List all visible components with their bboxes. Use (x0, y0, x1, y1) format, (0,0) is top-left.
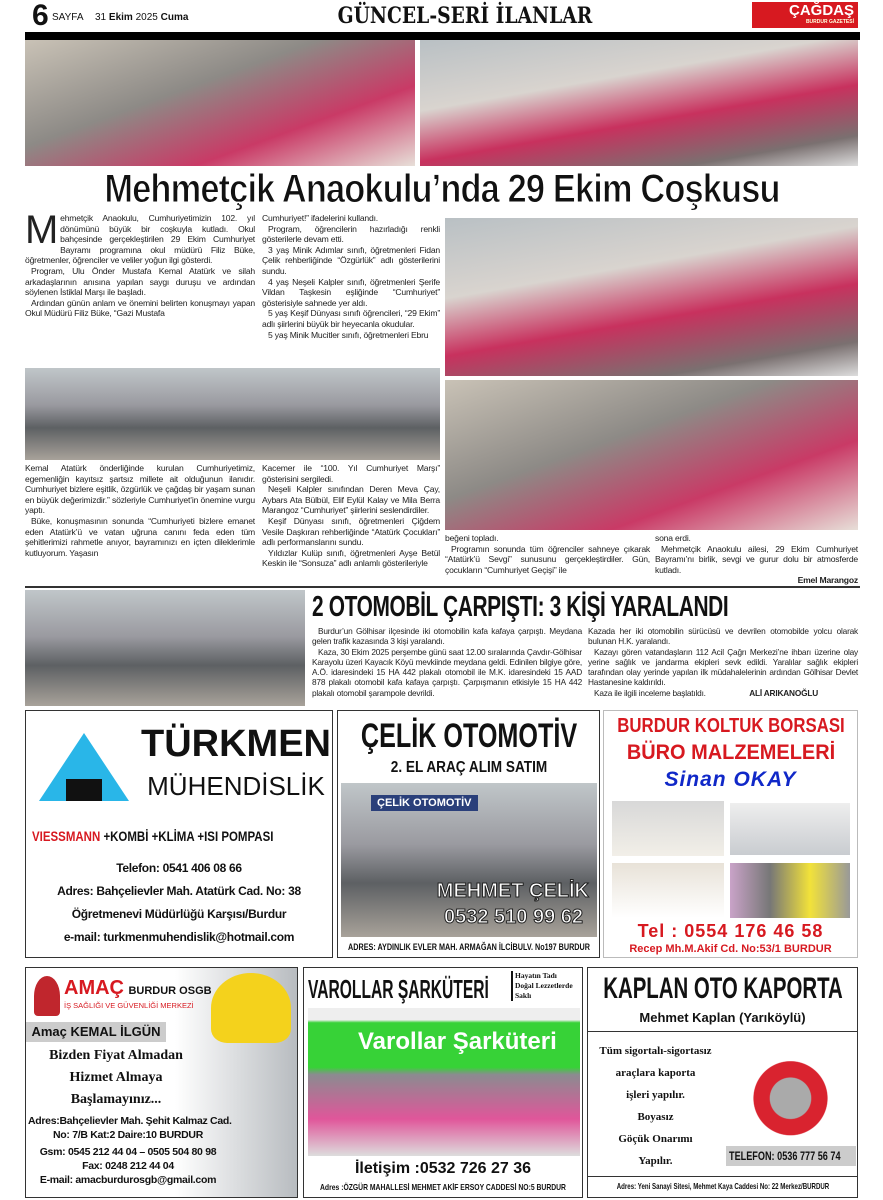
ad-amac-osgb: AMAÇ BURDUR OSGB İŞ SAĞLIĞI VE GÜVENLİĞİ MERKEZİ Amaç KEMAL İLGÜN Bizden Fiyat Almadan Hizmet Almaya Başlamayınız... Adres:Bahçelievler Mah. Şehit Kalmaz Cad. No: 7/B Kat:2 Daire:10 BURDUR Gsm: 0545 212 44 04 – 0505 504 80 98 Fax: 0248 212 44 04 E-mail: amacburdurosgb@gmail.com (25, 967, 298, 1198)
article-column: Kacemer ile “100. Yıl Cumhuriyet Marşı” gösterisini sergiledi. Neşeli Kalpler sınıfından Deren Meva Çay, Aybars Ata Bülbül, Elif Eylül Kalay ve Mila Berra Marangoz “Cumhuriyet” şiirlerini seslendirdiler. Keşif Dünyası sınıfı, öğretmenleri Çiğdem Vesile Daşkıran rehberliğinde “Atatürk Çocukları” adlı performanslarını sundu. Yıldızlar Kulüp sınıfı, öğretmenleri Ayşe Betül Keskin ile “Sonsuza” adlı anlamlı gösterileriyle (262, 463, 440, 569)
article-author: ALİ ARIKANOĞLU (749, 687, 818, 698)
divider (588, 1176, 858, 1177)
article-headline: Mehmetçik Anaokulu’nda 29 Ekim Coşkusu (104, 167, 780, 211)
article-column: Kazada her iki otomobilin sürücüsü ve devrilen otomobilde yolcu olarak bulunan H.K. yaralandı. Kazayı gören vatandaşların 112 Acil Çağrı Merkezi’ne ihbarı üzerine olay yerine sağlık ve jandarma ekipleri sevk edildi. Yaralılar sağlık ekipleri tarafından olay yerinde yapılan ilk müdahalelerinin ardından Gölhisar Devlet Hastanesine kaldırıldı. Kaza ile ilgili inceleme başlatıldı. ALİ ARIKANOĞLU (588, 626, 858, 698)
page-number: 6 (32, 0, 49, 32)
photo-showroom: ÇELİK OTOMOTİV MEHMET ÇELİK 0532 510 99 62 (341, 783, 597, 937)
article-column: Kemal Atatürk önderliğinde kurulan Cumhuriyetimiz, egemenliğin kayıtsız şartsız millete ait olduğunun ilanıdır. Cumhuriyet bizlere eşitlik, özgürlük ve çağdaş bir yaşam sunan en büyük değerimizdir.” sözleriyle Cumhuriyet’in önemine vurgu yaptı. Büke, konuşmasının sonunda “Cumhuriyeti bizlere emanet eden Atatürk’ü ve vatan uğruna canını feda eden tüm şehitlerimizi rahmetle anıyor, bayramınızı en içten dileklerimle kutluyorum. Yaşasın (25, 463, 255, 558)
section-divider (25, 586, 860, 588)
article-column: sona erdi. Mehmetçik Anaokulu ailesi, 29 Ekim Cumhuriyet Bayramı’nı birlik, sevgi ve gurur dolu bir atmosferde kutladı. Emel Marangoz (655, 533, 858, 586)
osgb-logo-icon (34, 976, 60, 1016)
ad-turkmen-muhendislik: TÜRKMEN MÜHENDİSLİK VIESSMANN +KOMBİ +KLİMA +ISI POMPASI Telefon: 0541 406 08 66 Adres: Bahçelievler Mah. Atatürk Cad. No: 38 Öğretmenevi Müdürlüğü Karşısı/Burdur e-mail: turkmenmuhendislik@hotmail.com (25, 710, 333, 958)
photo-group (445, 218, 858, 376)
photo-teachers-children (25, 40, 415, 166)
photo-sofa (612, 801, 724, 856)
photo-crash (25, 590, 305, 706)
article-column: Cumhuriyet!” ifadelerini kullandı. Program, öğrencilerin hazırladığı renkli gösterilerle devam etti. 3 yaş Minik Adımlar sınıfı, öğretmenleri Fidan Çelik rehberliğinde “Özgürlük” adlı gösterilerini sundu. 4 yaş Neşeli Kalpler sınıfı, öğretmenleri Şerife Vildan Taşkesin eşliğinde “Cumhuriyet” gösterisiyle sahnede yer aldı. 5 yaş Keşif Dünyası sınıfı öğrencileri, “29 Ekim” adlı şiirlerini büyük bir heyecanla okudular. 5 yaş Minik Mucitler sınıfı, öğretmenleri Ebru (262, 213, 440, 340)
article-column: M ehmetçik Anaokulu, Cumhuriyetimizin 102. yıl dönümünü büyük bir coşkuyla kutladı. Okul bahçesinde gerçekleştirilen 29 Ekim Cumhuriyet Bayramı programına okul müdürü Filiz Büke, öğretmenler, öğrenciler ve veliler yoğun ilgi gösterdi. Program, Ulu Önder Mustafa Kemal Atatürk ve silah arkadaşlarının anısına yapılan saygı duruşu ve ardından söylenen İstiklal Marşı ile başladı. Ardından günün anlam ve önemini belirten konuşmayı yapan Okul Müdürü Filiz Büke, “Gazi Mustafa (25, 208, 255, 319)
photo-shop-front: Varollar Şarküteri (308, 1008, 580, 1156)
ad-kaplan-oto-kaporta: KAPLAN OTO KAPORTA Mehmet Kaplan (Yarıköylü) Tüm sigortalı-sigortasız araçlara kaporta işleri yapılır. Boyasız Göçük Onarımı Yapılır. TELEFON: 0536 777 56 74 Adres: Yeni Sanayi Sitesi, Mehmet Kaya Caddesi No: 22 Merkez/BURDUR (587, 967, 858, 1198)
drop-cap: M (25, 208, 59, 252)
tent-logo-icon (34, 731, 134, 803)
photo-children-row (420, 40, 858, 166)
article-column: Burdur’un Gölhisar ilçesinde iki otomobilin kafa kafaya çarpıştı. Meydana gelen trafik kazasında 3 kişi yaralandı. Kaza, 30 Ekim 2025 perşembe günü saat 12.00 sıralarında Çavdır-Gölhisar Karayolu üzeri Kayacık Köyü mevkiinde meydana geldi. Edinilen bilgiye göre, A.Ö. idaresindeki 15 HA 442 plakalı otomobil ile M.K. idaresindeki 15 AAD 878 plakalı otomobil kafa kafaya çarpıştı. Çarpışmanın etkisiyle 15 HA 442 plakalı otomobil şarampole devrildi. (312, 626, 582, 698)
accident-headline: 2 OTOMOBİL ÇARPIŞTI: 3 KİŞİ YARALANDI (312, 591, 729, 623)
newspaper-logo: ÇAĞDAŞ BURDUR GAZETESİ (752, 2, 858, 28)
ad-celik-otomotiv: ÇELİK OTOMOTİV 2. EL ARAÇ ALIM SATIM ÇELİK OTOMOTİV MEHMET ÇELİK 0532 510 99 62 ADRES: AYDINLIK EVLER MAH. ARMAĞAN İLCİBULV. No197 BURDUR (337, 710, 600, 958)
hard-hat-image (211, 973, 291, 1043)
photo-sofa-grey (730, 803, 850, 855)
divider (588, 1031, 858, 1032)
car-parts-image (728, 1046, 853, 1141)
issue-date: 31 Ekim 2025 Cuma (95, 12, 189, 23)
ad-varollar-sarkuteri: VAROLLAR ŞARKÜTERİ Hayatın Tadı Doğal Lezzetlerde Saklı Varollar Şarküteri İletişim :0532 726 27 36 Adres :ÖZGÜR MAHALLESİ MEHMET AKİF ERSOY CADDESİ NO:5 BURDUR (303, 967, 583, 1198)
photo-office (612, 863, 724, 918)
photo-stage-show (25, 368, 440, 460)
ad-burdur-koltuk-borsasi: BURDUR KOLTUK BORSASI BÜRO MALZEMELERİ Sinan OKAY Tel : 0554 176 46 58 Recep Mh.M.Akif Cd. No:53/1 BURDUR (603, 710, 858, 958)
page-label: SAYFA (52, 12, 84, 23)
photo-children-costumes (445, 380, 858, 530)
header-rule (25, 32, 860, 40)
viessmann-logo: VIESSMANN (32, 828, 101, 844)
article-column: beğeni topladı. Programın sonunda tüm öğrenciler sahneye çıkarak “Atatürk’ü Sevgi” sunusunu gerçekleştirdiler. Gün, çocukların “Cumhuriyet Geçişi” ile (445, 533, 650, 575)
article-author: Emel Marangoz (797, 575, 858, 586)
section-title: GÜNCEL-SERİ İLANLAR (337, 3, 593, 29)
photo-chairs (730, 863, 850, 918)
